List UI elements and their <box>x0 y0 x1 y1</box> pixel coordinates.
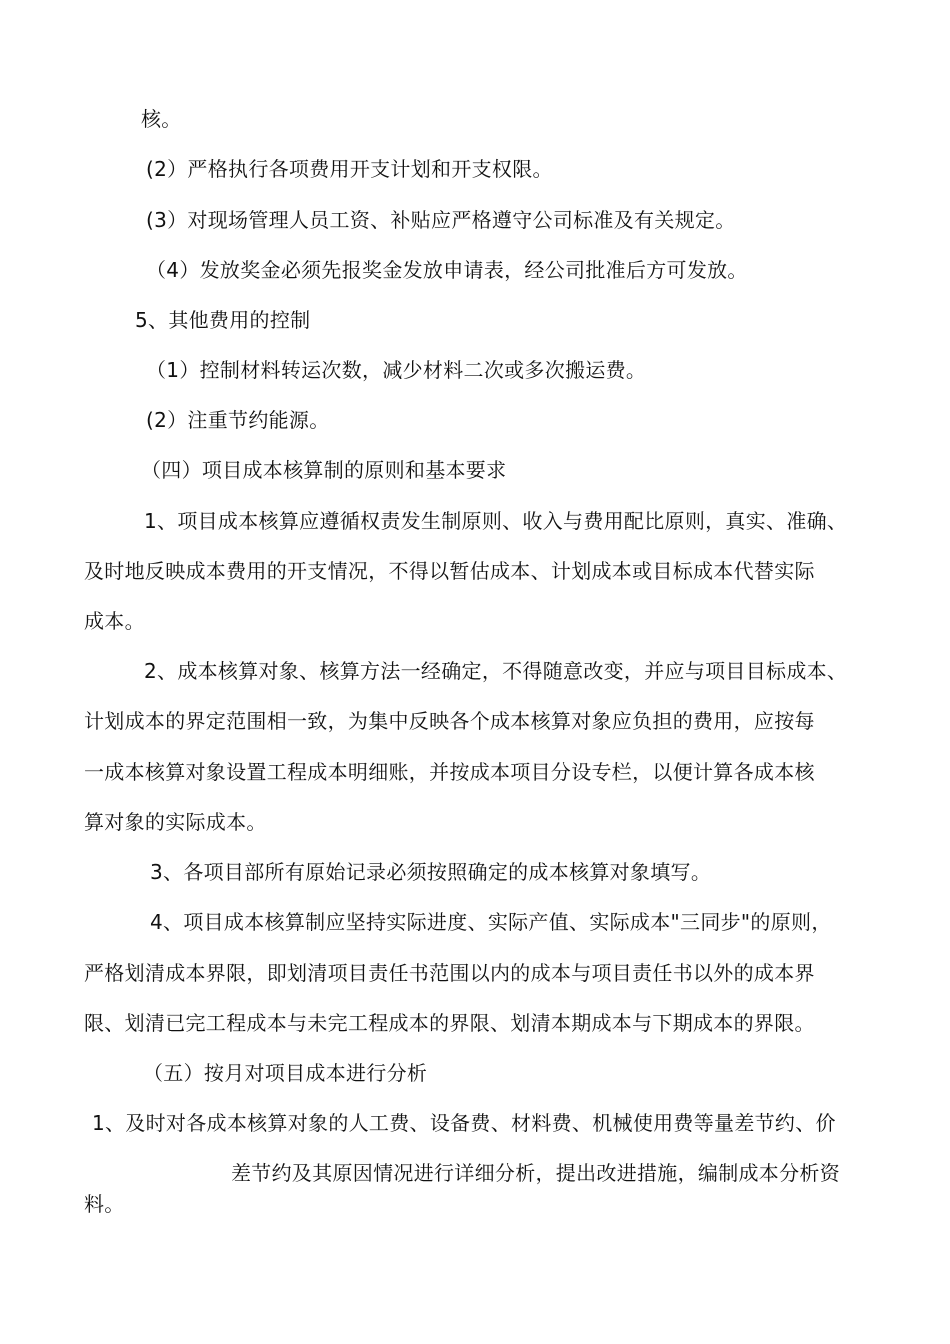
section-heading-5: 5、其他费用的控制 <box>135 308 311 332</box>
section-heading-5-analysis: （五）按月对项目成本进行分析 <box>143 1061 428 1085</box>
text-line-1: 核。 <box>141 107 182 131</box>
text-line-14: 一成本核算对象设置工程成本明细账，并按成本项目分设专栏，以便计算各成本核 <box>84 760 815 784</box>
text-line-22: 差节约及其原因情况进行详细分析，提出改进措施，编制成本分析资 <box>231 1161 840 1185</box>
text-line-4: （4）发放奖金必须先报奖金发放申请表，经公司批准后方可发放。 <box>146 258 748 282</box>
text-line-12: 2、成本核算对象、核算方法一经确定，不得随意改变，并应与项目目标成本、 <box>144 659 848 683</box>
text-line-11: 成本。 <box>84 609 145 633</box>
text-line-6: （1）控制材料转运次数，减少材料二次或多次搬运费。 <box>146 358 647 382</box>
text-line-2: (2）严格执行各项费用开支计划和开支权限。 <box>146 157 553 181</box>
section-heading-4: （四）项目成本核算制的原则和基本要求 <box>141 458 507 482</box>
text-line-13: 计划成本的界定范围相一致，为集中反映各个成本核算对象应负担的费用，应按每 <box>84 709 815 733</box>
text-line-17: 4、项目成本核算制应坚持实际进度、实际产值、实际成本"三同步"的原则， <box>150 910 832 934</box>
text-line-3: (3）对现场管理人员工资、补贴应严格遵守公司标准及有关规定。 <box>146 208 736 232</box>
text-line-9: 1、项目成本核算应遵循权责发生制原则、收入与费用配比原则，真实、准确、 <box>144 509 848 533</box>
text-line-21: 1、及时对各成本核算对象的人工费、设备费、材料费、机械使用费等量差节约、价 <box>92 1111 836 1135</box>
text-line-18: 严格划清成本界限，即划清项目责任书范围以内的成本与项目责任书以外的成本界 <box>84 961 815 985</box>
text-line-15: 算对象的实际成本。 <box>84 810 267 834</box>
text-line-19: 限、划清已完工程成本与未完工程成本的界限、划清本期成本与下期成本的界限。 <box>84 1011 815 1035</box>
text-line-23: 料。 <box>84 1192 125 1216</box>
text-line-7: (2）注重节约能源。 <box>146 408 330 432</box>
text-line-16: 3、各项目部所有原始记录必须按照确定的成本核算对象填写。 <box>150 860 712 884</box>
text-line-10: 及时地反映成本费用的开支情况，不得以暂估成本、计划成本或目标成本代替实际 <box>84 559 815 583</box>
